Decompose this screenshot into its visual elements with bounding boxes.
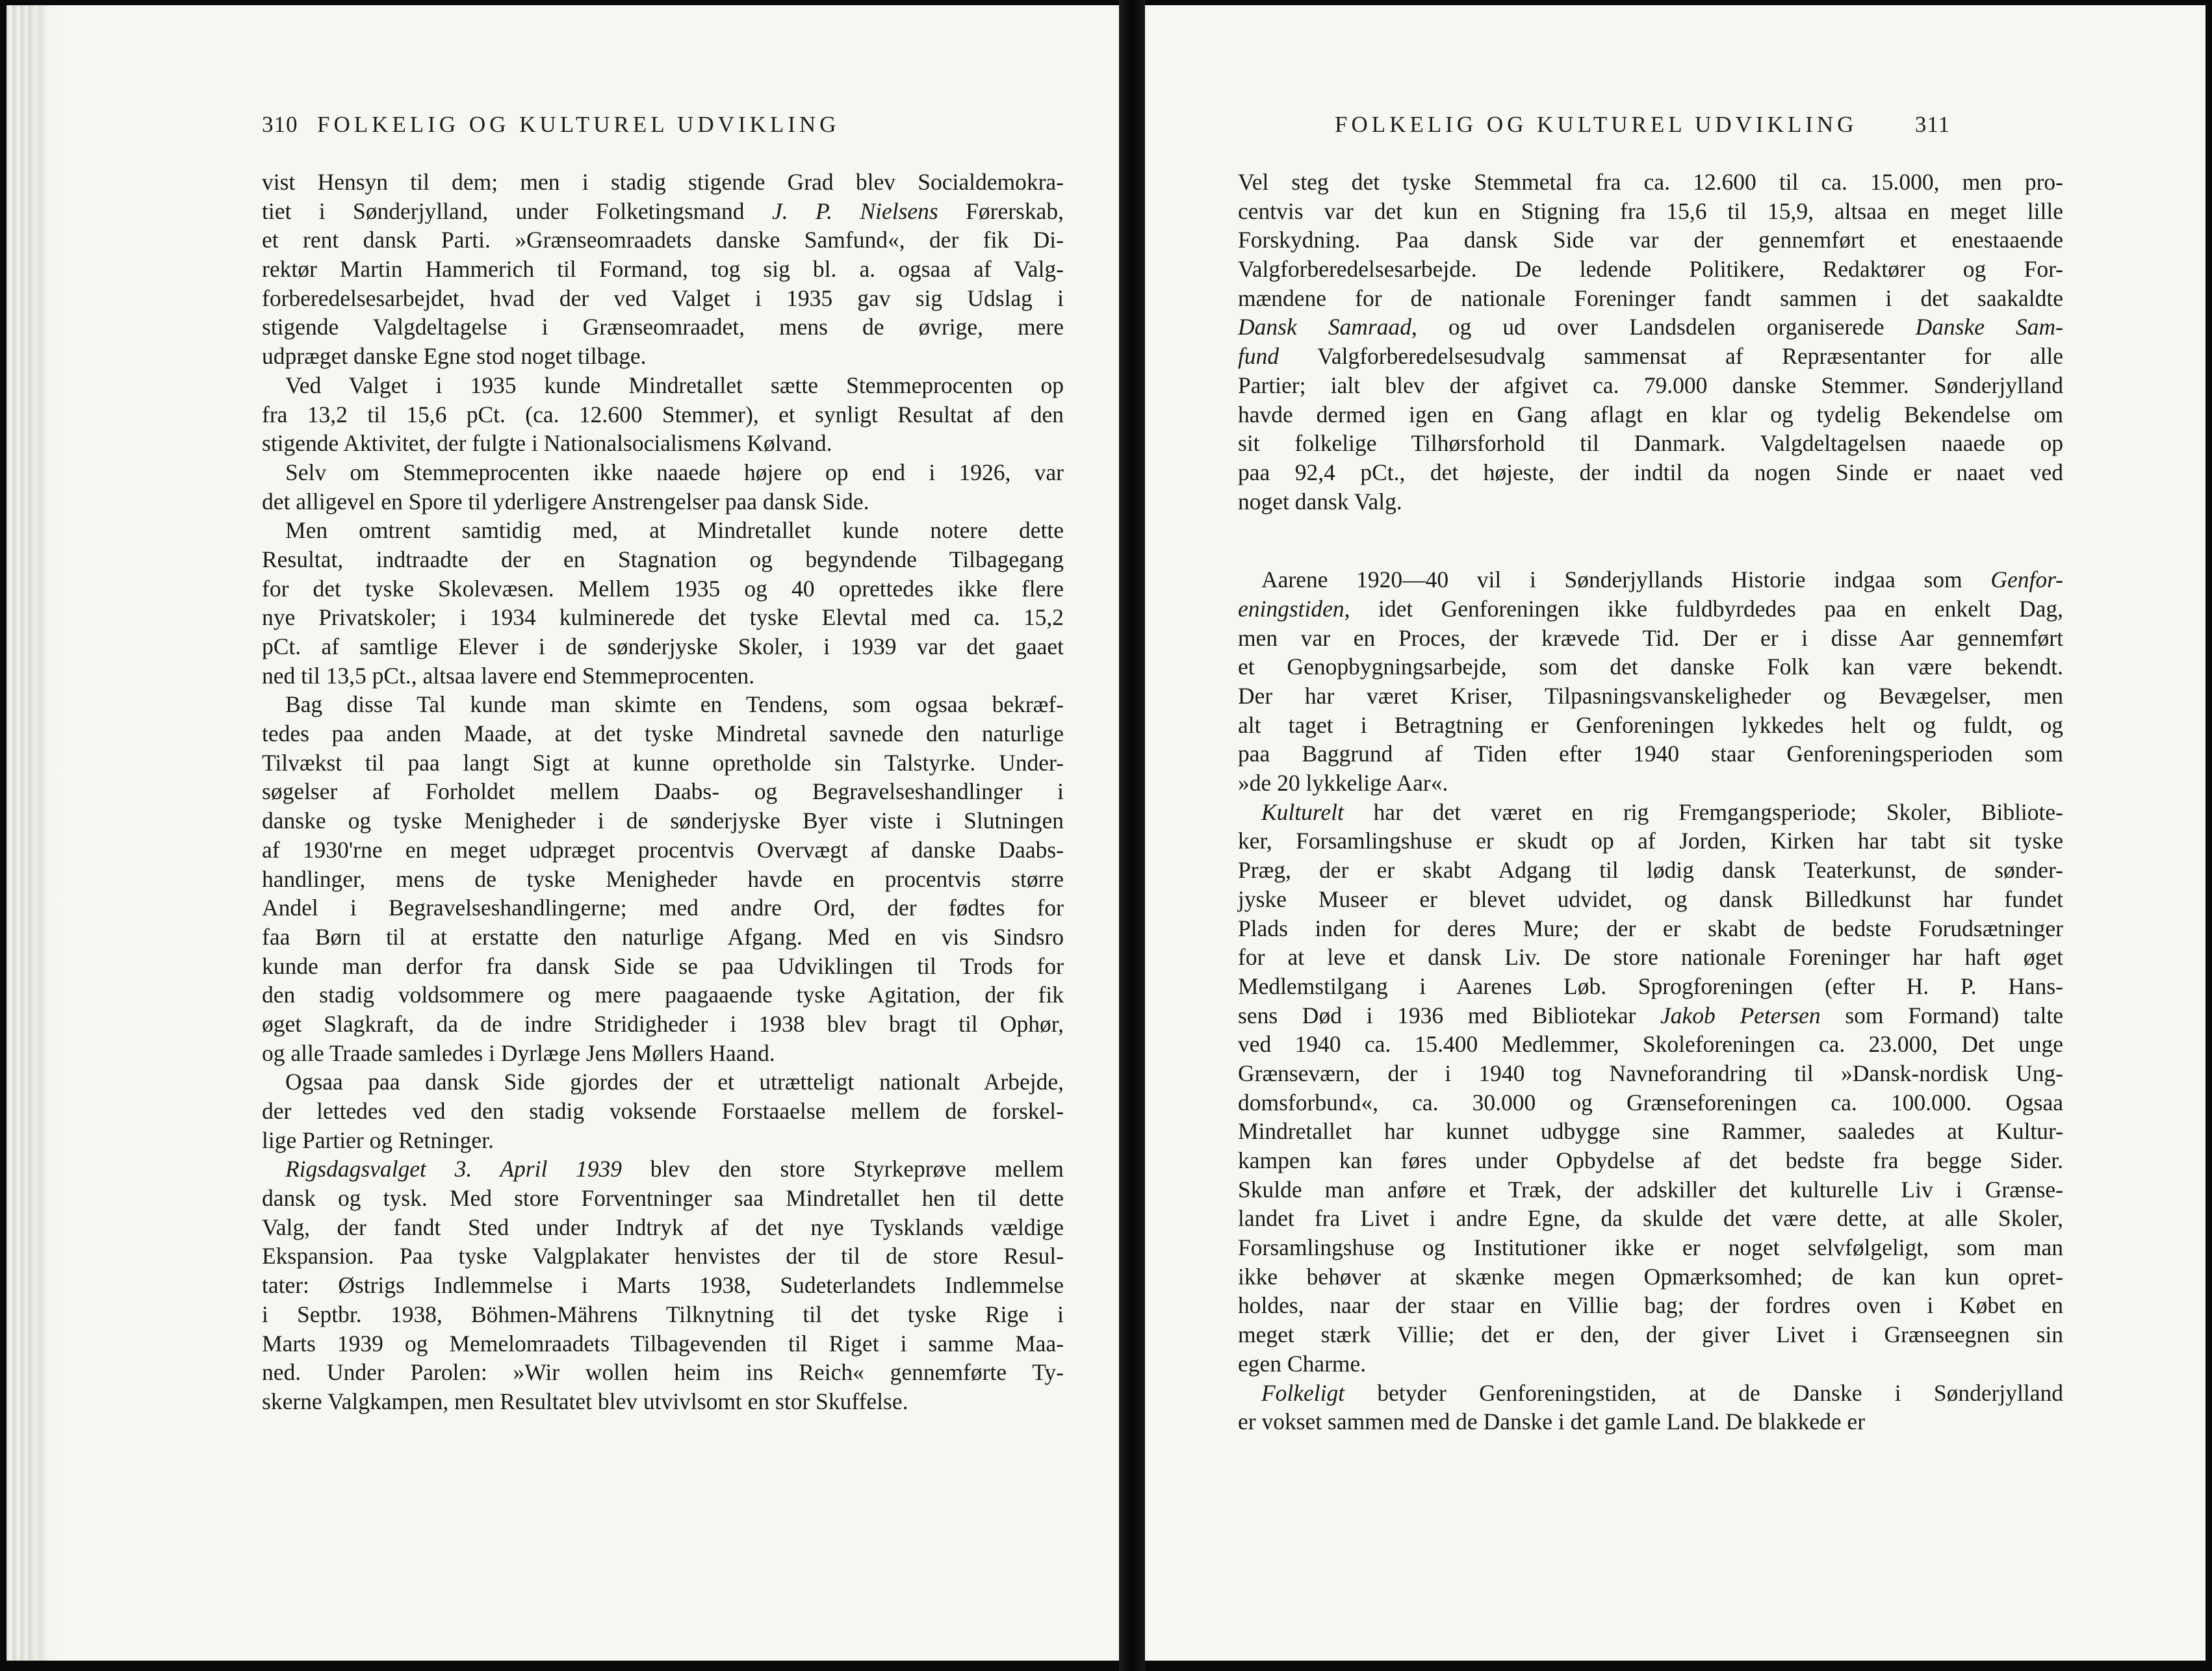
text-line: Medlemstilgang i Aarenes Løb. Sprogforeningen (efter H. P. Hans- bbox=[1238, 973, 2063, 999]
text-line: Selv om Stemmeprocenten ikke naaede højere op end i 1926, var bbox=[285, 459, 1064, 485]
text-line: fund Valgforberedelsesudvalg sammensat af Repræsentanter for alle bbox=[1238, 343, 2063, 370]
italic-phrase: Kulturelt bbox=[1261, 798, 1344, 825]
text-line: alt taget i Betragtning er Genforeningen lykkedes helt og fuldt, og bbox=[1238, 711, 2063, 738]
text-line: Valgforberedelsesarbejde. De ledende Politikere, Redaktører og For- bbox=[1238, 256, 2063, 283]
text-line: Præg, der er skabt Adgang til lødig dansk Teaterkunst, de sønder- bbox=[1238, 857, 2063, 884]
text-line: rektør Martin Hammerich til Formand, tog sig bl. a. ogsaa af Valg- bbox=[262, 256, 1064, 283]
text-line: og alle Traade samledes i Dyrlæge Jens Møllers Haand. bbox=[262, 1040, 775, 1066]
text-line: Plads inden for deres Mure; der er skabt de bedste Forudsætninger bbox=[1238, 915, 2063, 941]
text-line: der lettedes ved den stadig voksende Forstaaelse mellem de forskel- bbox=[262, 1098, 1064, 1124]
text-line: Aarene 1920—40 vil i Sønderjyllands Historie indgaa som Genfor- bbox=[1261, 567, 2063, 593]
text-line: meget stærk Villie; det er den, der giver Livet i Grænseegnen sin bbox=[1238, 1321, 2063, 1348]
text-line: øget Slagkraft, da de indre Stridigheder i 1938 blev bragt til Ophør, bbox=[262, 1010, 1064, 1037]
text-line: ikke behøver at skænke megen Opmærksomhed; de kan kun opret- bbox=[1238, 1263, 2063, 1290]
text-line: dansk og tysk. Med store Forventninger saa Mindretallet hen til dette bbox=[262, 1185, 1064, 1212]
text-line: stigende Aktivitet, der fulgte i Nationalsocialismens Kølvand. bbox=[262, 430, 832, 457]
text-line: domsforbund«, ca. 30.000 og Grænseforeningen ca. 100.000. Ogsaa bbox=[1238, 1089, 2063, 1116]
text-line: Rigsdagsvalget 3. April 1939 blev den store Styrkeprøve mellem bbox=[285, 1156, 1064, 1182]
text-line: den stadig voldsommere og mere paagaaende tyske Agitation, der fik bbox=[262, 982, 1064, 1008]
text-line: danske og tyske Menigheder i de sønderjyske Byer viste i Slutningen bbox=[262, 808, 1064, 834]
text-line: Kulturelt har det været en rig Fremgangsperiode; Skoler, Bibliote- bbox=[1261, 798, 2063, 825]
text-line: men var en Proces, der krævede Tid. Der er i disse Aar gennemført bbox=[1238, 624, 2063, 651]
text-line: handlinger, mens de tyske Menigheder havde en procentvis større bbox=[262, 865, 1064, 892]
text-line: paa Baggrund af Tiden efter 1940 staar Genforeningsperioden som bbox=[1238, 741, 2063, 767]
text-line: tater: Østrigs Indlemmelse i Marts 1938, Sudeterlandets Indlemmelse bbox=[262, 1272, 1064, 1299]
text-line: eningstiden, idet Genforeningen ikke fuldbyrdedes paa en enkelt Dag, bbox=[1238, 595, 2063, 622]
text-line: i Septbr. 1938, Böhmen-Mährens Tilknytning til det tyske Rige i bbox=[262, 1301, 1064, 1327]
text-line: fra 13,2 til 15,6 pCt. (ca. 12.600 Stemmer), et synligt Resultat af den bbox=[262, 401, 1064, 427]
text-line: ned til 13,5 pCt., altsaa lavere end Stemmeprocenten. bbox=[262, 662, 755, 689]
text-line: Forsamlingshuse og Institutioner ikke er noget selvfølgeligt, som man bbox=[1238, 1234, 2063, 1261]
text-line: ved 1940 ca. 15.400 Medlemmer, Skoleforeningen ca. 23.000, Det unge bbox=[1238, 1031, 2063, 1058]
running-head-left bbox=[262, 112, 840, 138]
running-head-title-left: FOLKELIG OG KULTUREL UDVIKLING bbox=[317, 112, 840, 137]
italic-phrase: Jakob Petersen bbox=[1660, 1002, 1821, 1028]
text-line: stigende Valgdeltagelse i Grænseomraadet, mens de øvrige, mere bbox=[262, 314, 1064, 340]
text-line: kampen kan føres under Opbydelse af det bedste fra begge Sider. bbox=[1238, 1147, 2063, 1173]
right-page-body bbox=[1238, 168, 2063, 1436]
page-number-left: 310 bbox=[262, 112, 298, 137]
text-line: Der har været Kriser, Tilpasningsvanskeligheder og Bevægelser, men bbox=[1238, 683, 2063, 709]
text-line: Grænseværn, der i 1940 tog Navneforandring til »Dansk-nordisk Ung- bbox=[1238, 1060, 2063, 1086]
text-line: for at leve et dansk Liv. De store nationale Foreninger har haft øget bbox=[1238, 944, 2063, 971]
paragraph-gap bbox=[1238, 516, 2063, 565]
text-line: pCt. af samtlige Elever i de sønderjyske Skoler, i 1939 var det gaaet bbox=[262, 633, 1064, 659]
text-line: Tilvækst til paa langt Sigt at kunne opretholde sin Talstyrke. Under- bbox=[262, 749, 1064, 776]
text-line: lige Partier og Retninger. bbox=[262, 1127, 494, 1153]
text-line: landet fra Livet i andre Egne, da skulde det være dette, at alle Skoler, bbox=[1238, 1205, 2063, 1232]
italic-phrase: fund bbox=[1238, 343, 1280, 370]
text-line: Marts 1939 og Memelomraadets Tilbagevenden til Riget i samme Maa- bbox=[262, 1330, 1064, 1357]
text-line: forberedelsesarbejdet, hvad der ved Valget i 1935 gav sig Udslag i bbox=[262, 285, 1064, 311]
book-gutter bbox=[1119, 0, 1145, 1671]
text-line: skerne Valgkampen, men Resultatet blev utvivlsomt en stor Skuffelse. bbox=[262, 1388, 908, 1414]
italic-phrase: eningstiden bbox=[1238, 595, 1344, 622]
italic-phrase: J. P. Nielsens bbox=[771, 198, 938, 224]
running-head-right bbox=[1335, 112, 1950, 138]
text-line: et Genopbygningsarbejde, som det danske Folk kan være bekendt. bbox=[1238, 654, 2063, 680]
text-line: Dansk Samraad, og ud over Landsdelen organiserede Danske Sam- bbox=[1238, 314, 2063, 340]
text-line: jyske Museer er blevet udvidet, og dansk Billedkunst har fundet bbox=[1238, 886, 2063, 912]
text-line: faa Børn til at erstatte den naturlige Afgang. Med en vis Sindsro bbox=[262, 923, 1064, 950]
text-line: et rent dansk Parti. »Grænseomraadets danske Samfund«, der fik Di- bbox=[262, 227, 1064, 253]
text-line: det alligevel en Spore til yderligere Anstrengelser paa dansk Side. bbox=[262, 488, 869, 515]
text-line: vist Hensyn til dem; men i stadig stigende Grad blev Socialdemokra- bbox=[262, 169, 1064, 195]
running-head-title-right: FOLKELIG OG KULTUREL UDVIKLING bbox=[1335, 112, 1858, 137]
page-number-right: 311 bbox=[1914, 112, 1951, 137]
page-stack-edge bbox=[6, 5, 69, 1661]
left-page-body bbox=[262, 168, 1064, 1416]
text-line: af 1930'rne en meget udpræget procentvis Overvægt af danske Daabs- bbox=[262, 836, 1064, 863]
italic-phrase: Folkeligt bbox=[1261, 1379, 1345, 1406]
italic-phrase: Dansk Samraad bbox=[1238, 314, 1411, 340]
text-line: Bag disse Tal kunde man skimte en Tendens, som ogsaa bekræf- bbox=[285, 691, 1064, 718]
text-line: søgelser af Forholdet mellem Daabs- og Begravelseshandlinger i bbox=[262, 778, 1064, 805]
text-line: Ekspansion. Paa tyske Valgplakater henvistes der til de store Resul- bbox=[262, 1243, 1064, 1269]
italic-phrase: Rigsdagsvalget 3. April 1939 bbox=[285, 1156, 623, 1182]
text-line: Men omtrent samtidig med, at Mindretallet kunde notere dette bbox=[285, 517, 1064, 544]
text-line: havde dermed igen en Gang aflagt en klar og tydelig Bekendelse om bbox=[1238, 401, 2063, 427]
text-line: Forskydning. Paa dansk Side var der gennemført et enestaaende bbox=[1238, 227, 2063, 253]
text-line: kunde man derfor fra dansk Side se paa Udviklingen til Trods for bbox=[262, 952, 1064, 979]
italic-phrase: Genfor- bbox=[1990, 567, 2063, 593]
text-line: udpræget danske Egne stod noget tilbage. bbox=[262, 343, 647, 370]
text-line: noget dansk Valg. bbox=[1238, 488, 1402, 515]
text-line: Ogsaa paa dansk Side gjordes der et utrætteligt nationalt Arbejde, bbox=[285, 1069, 1064, 1095]
text-line: nye Privatskoler; i 1934 kulminerede det tyske Elevtal med ca. 15,2 bbox=[262, 604, 1064, 631]
text-line: mændene for de nationale Foreninger fandt sammen i det saakaldte bbox=[1238, 285, 2063, 311]
text-line: Ved Valget i 1935 kunde Mindretallet sætte Stemmeprocenten op bbox=[285, 372, 1064, 398]
text-line: »de 20 lykkelige Aar«. bbox=[1238, 770, 1448, 797]
text-line: for det tyske Skolevæsen. Mellem 1935 og 40 oprettedes ikke flere bbox=[262, 575, 1064, 602]
text-line: tedes paa anden Maade, at det tyske Mindretal savnede den naturlige bbox=[262, 721, 1064, 747]
right-page bbox=[1145, 5, 2206, 1661]
text-line: er vokset sammen med de Danske i det gamle Land. De blakkede er bbox=[1238, 1409, 1866, 1435]
text-line: Skulde man anføre et Træk, der adskiller det kulturelle Liv i Grænse- bbox=[1238, 1176, 2063, 1203]
italic-phrase: Danske Sam- bbox=[1915, 314, 2063, 340]
text-line: Vel steg det tyske Stemmetal fra ca. 12.600 til ca. 15.000, men pro- bbox=[1238, 169, 2063, 195]
text-line: holdes, naar der staar en Villie bag; der fordres oven i Købet en bbox=[1238, 1292, 2063, 1319]
text-line: sit folkelige Tilhørsforhold til Danmark. Valgdeltagelsen naaede op bbox=[1238, 430, 2063, 457]
text-line: Folkeligt betyder Genforeningstiden, at de Danske i Sønderjylland bbox=[1261, 1379, 2063, 1406]
text-line: sens Død i 1936 med Bibliotekar Jakob Petersen som Formand) talte bbox=[1238, 1002, 2063, 1028]
text-line: ned. Under Parolen: »Wir wollen heim ins Reich« gennemførte Ty- bbox=[262, 1359, 1064, 1386]
text-line: Andel i Begravelseshandlingerne; med andre Ord, der fødtes for bbox=[262, 895, 1064, 921]
text-line: Mindretallet har kunnet udbygge sine Rammer, saaledes at Kultur- bbox=[1238, 1118, 2063, 1145]
text-line: tiet i Sønderjylland, under Folketingsmand J. P. Nielsens Førerskab, bbox=[262, 198, 1064, 224]
left-page bbox=[6, 5, 1119, 1661]
text-line: centvis var det kun en Stigning fra 15,6 til 15,9, altsaa en meget lille bbox=[1238, 198, 2063, 224]
text-line: Partier; ialt blev der afgivet ca. 79.000 danske Stemmer. Sønderjylland bbox=[1238, 372, 2063, 398]
text-line: Resultat, indtraadte der en Stagnation og begyndende Tilbagegang bbox=[262, 546, 1064, 572]
text-line: ker, Forsamlingshuse er skudt op af Jorden, Kirken har tabt sit tyske bbox=[1238, 828, 2063, 854]
text-line: egen Charme. bbox=[1238, 1350, 1367, 1377]
text-line: paa 92,4 pCt., det højeste, der indtil da nogen Sinde er naaet ved bbox=[1238, 459, 2063, 485]
text-line: Valg, der fandt Sted under Indtryk af det nye Tysklands vældige bbox=[262, 1214, 1064, 1240]
